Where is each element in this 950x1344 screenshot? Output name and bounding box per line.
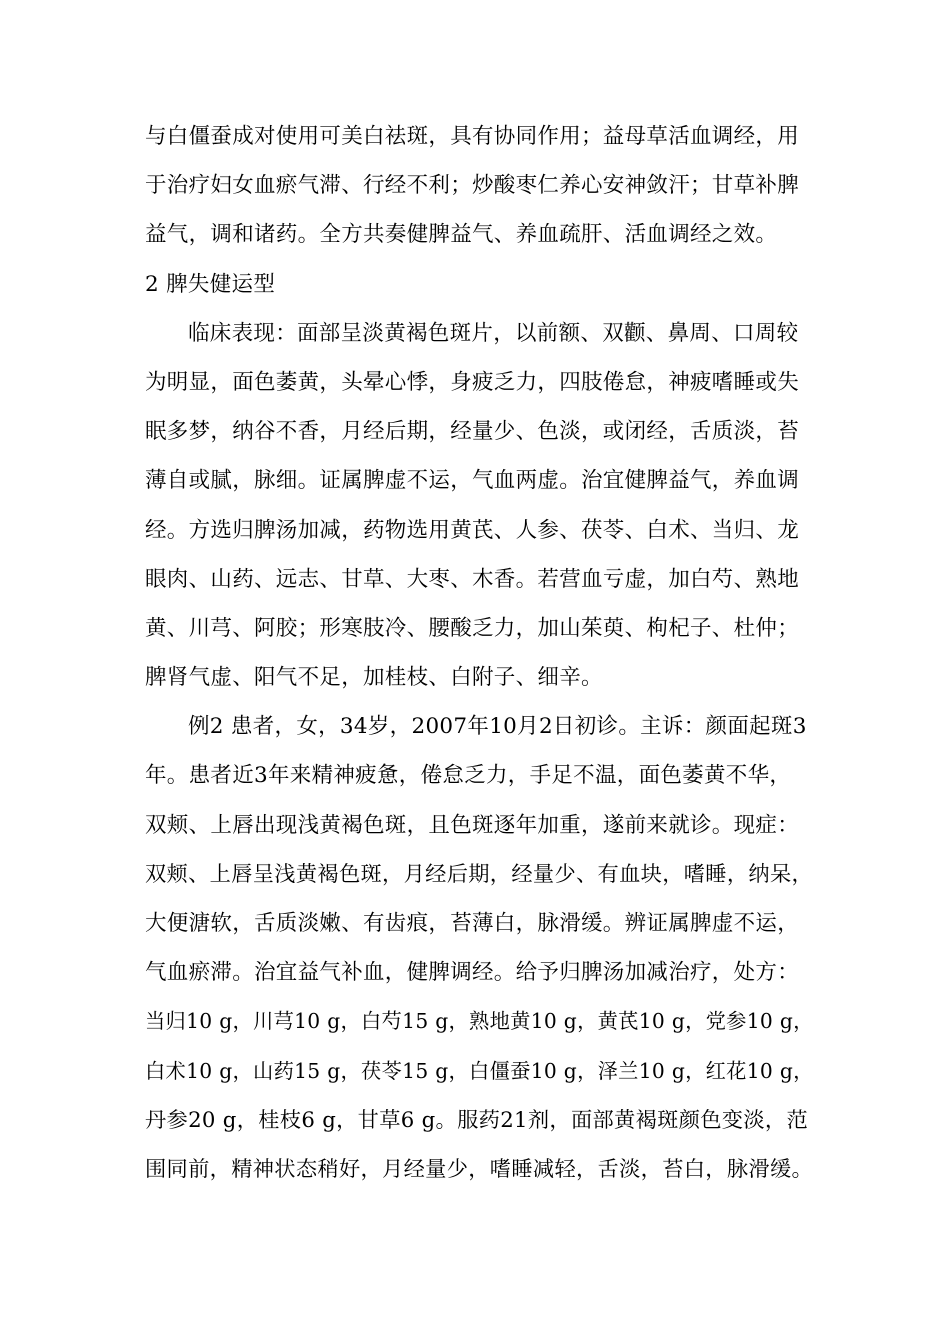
text-line: 脾肾气虚、阳气不足，加桂枝、白附子、细辛。	[145, 665, 603, 691]
text-line: 白术10 g，山药15 g，茯苓15 g，白僵蚕10 g，泽兰10 g，红花10 g，	[145, 1058, 814, 1083]
text-line: 眼肉、山药、远志、甘草、大枣、木香。若营血亏虚，加白芍、熟地	[145, 566, 800, 592]
text-line: 于治疗妇女血瘀气滞、行经不利；炒酸枣仁养心安神敛汗；甘草补脾	[145, 173, 800, 199]
text-line: 双颊、上唇呈浅黄褐色斑，月经后期，经量少、有血块，嗜睡，纳呆，	[145, 861, 814, 887]
text-line: 益气，调和诸药。全方共奏健脾益气、养血疏肝、活血调经之效。	[145, 222, 778, 248]
text-line: 年。患者近3年来精神疲惫，倦怠乏力，手足不温，面色萎黄不华，	[145, 763, 792, 789]
text-line: 丹参20 g，桂枝6 g，甘草6 g。服药21剂，面部黄褐斑颜色变淡，范	[145, 1107, 808, 1133]
text-line: 与白僵蚕成对使用可美白祛斑，具有协同作用；益母草活血调经，用	[145, 124, 800, 149]
text-line: 大便溏软，舌质淡嫩、有齿痕，苔薄白，脉滑缓。辨证属脾虚不运，	[145, 911, 800, 936]
text-line: 薄自或腻，脉细。证属脾虚不运，气血两虚。治宜健脾益气，养血调	[145, 468, 800, 494]
document-body	[145, 112, 815, 1194]
text-line: 眠多梦，纳谷不香，月经后期，经量少、色淡，或闭经，舌质淡，苔	[145, 419, 800, 445]
text-line: 例2 患者，女，34岁，2007年10月2日初诊。主诉：颜面起斑3	[188, 714, 807, 740]
text-line: 双颊、上唇出现浅黄褐色斑，且色斑逐年加重，遂前来就诊。现症：	[145, 812, 800, 838]
text-line: 当归10 g，川芎10 g，白芍15 g，熟地黄10 g，黄芪10 g，党参10 g，	[145, 1009, 814, 1034]
text-line: 黄、川芎、阿胶；形寒肢冷、腰酸乏力，加山茱萸、枸杞子、杜仲；	[145, 615, 800, 641]
text-line: 临床表现：面部呈淡黄褐色斑片，以前额、双颧、鼻周、口周较	[188, 320, 799, 346]
section-heading: 2 脾失健运型	[145, 271, 276, 297]
text-line: 经。方选归脾汤加减，药物选用黄芪、人参、茯苓、白术、当归、龙	[145, 517, 800, 543]
text-line: 围同前，精神状态稍好，月经量少，嗜睡减轻，舌淡，苔白，脉滑缓。	[145, 1156, 814, 1182]
text-line: 气血瘀滞。治宜益气补血，健脾调经。给予归脾汤加减治疗，处方：	[145, 960, 800, 986]
text-line: 为明显，面色萎黄，头晕心悸，身疲乏力，四肢倦怠，神疲嗜睡或失	[145, 369, 800, 395]
